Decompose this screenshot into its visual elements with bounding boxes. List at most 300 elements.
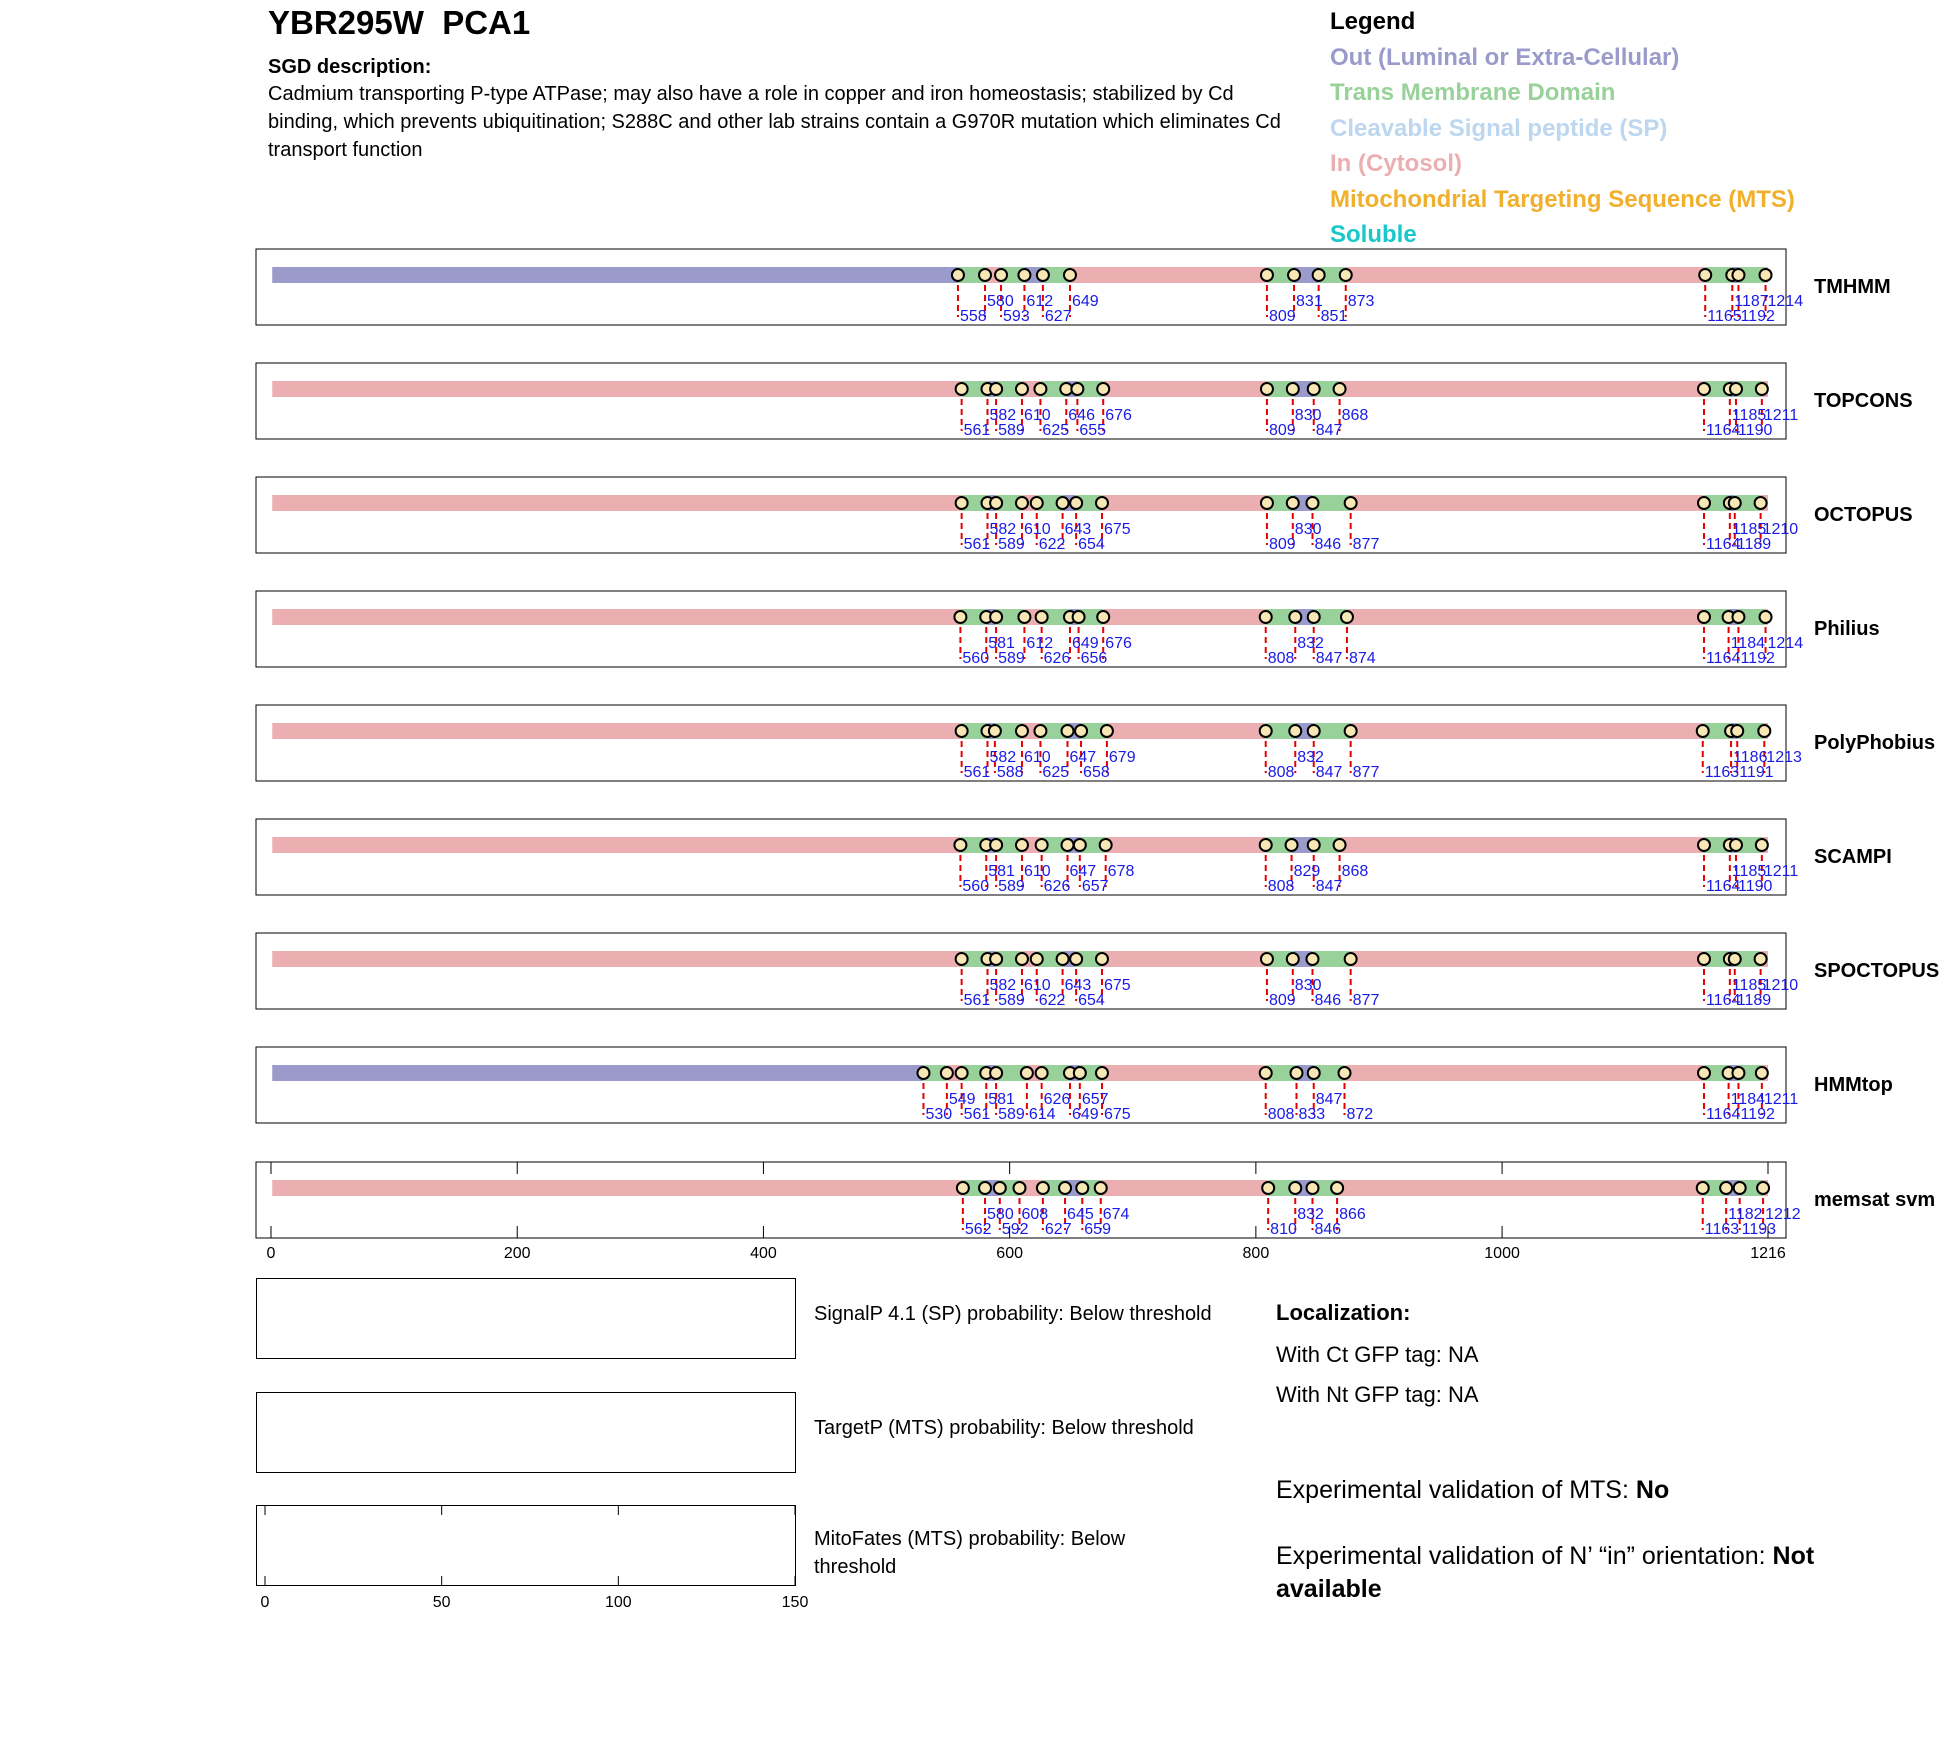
philius-upper-label: 676 — [1105, 635, 1132, 652]
tmhmm-boundary-marker — [1699, 269, 1711, 281]
memsat-svm-segment-in — [1337, 1180, 1703, 1196]
mts-validation-label: Experimental validation of MTS: — [1276, 1476, 1636, 1504]
memsat-svm-boundary-marker — [1757, 1182, 1769, 1194]
memsat-svm-lower-label: 1193 — [1741, 1221, 1777, 1238]
memsat-svm-segment-in — [1101, 1180, 1268, 1196]
hmmtop-lower-label: 1192 — [1740, 1106, 1775, 1123]
philius-boundary-marker — [1018, 611, 1030, 623]
scampi-upper-label: 1211 — [1763, 863, 1799, 880]
spoctopus-boundary-marker — [1016, 953, 1028, 965]
topcons-boundary-marker — [1071, 383, 1083, 395]
hmmtop-upper-label: 581 — [988, 1091, 1015, 1108]
spoctopus-boundary-marker — [1261, 953, 1273, 965]
octopus-lower-label: 846 — [1314, 536, 1342, 553]
topcons-upper-label: 610 — [1023, 407, 1051, 424]
topcons-upper-label: 646 — [1068, 407, 1095, 424]
topcons-upper-label: 830 — [1294, 407, 1322, 424]
hmmtop-lower-label: 833 — [1298, 1106, 1326, 1123]
octopus-lower-label: 877 — [1352, 536, 1380, 553]
polyphobius-lower-label: 658 — [1083, 764, 1110, 781]
octopus-lower-label: 589 — [998, 536, 1025, 553]
topcons-boundary-marker — [1756, 383, 1768, 395]
octopus-segment-in — [272, 495, 961, 511]
philius-segment-in — [1347, 609, 1704, 625]
polyphobius-lower-label: 847 — [1315, 764, 1343, 781]
hmmtop-segment-out — [272, 1065, 923, 1081]
sgd-description: Cadmium transporting P-type ATPase; may also have a role in copper and iron homeostasis; stabilized by Cd binding, which prevents ubiquitination; S288C and other lab strains contain a G970R mutation which eliminates Cd transport function — [268, 83, 1281, 161]
octopus-upper-label: 1185 — [1731, 521, 1767, 538]
hmmtop-lower-label: 675 — [1103, 1106, 1131, 1123]
scampi-lower-label: 589 — [998, 878, 1025, 895]
hmmtop-segment-in — [1102, 1065, 1266, 1081]
ct-gfp-localization: With Ct GFP tag: NA — [1276, 1342, 1479, 1367]
memsat-svm-segment-in — [272, 1180, 963, 1196]
philius-boundary-marker — [1732, 611, 1744, 623]
octopus-segment-in — [1102, 495, 1267, 511]
spoctopus-segment-in — [1102, 951, 1267, 967]
polyphobius-upper-label: 582 — [989, 749, 1017, 766]
topcons-boundary-marker — [1034, 383, 1046, 395]
scampi-boundary-marker — [1308, 839, 1320, 851]
scampi-lower-label: 626 — [1043, 878, 1071, 895]
scampi-boundary-marker — [1100, 839, 1112, 851]
polyphobius-boundary-marker — [1075, 725, 1087, 737]
memsat-svm-upper-label: 608 — [1021, 1206, 1049, 1223]
octopus-boundary-marker — [1057, 497, 1069, 509]
hmmtop-upper-label: 549 — [948, 1091, 976, 1108]
philius-boundary-marker — [1036, 611, 1048, 623]
spoctopus-boundary-marker — [1698, 953, 1710, 965]
tmhmm-lower-label: 627 — [1044, 308, 1072, 325]
topcons-boundary-marker — [1730, 383, 1742, 395]
polyphobius-upper-label: 679 — [1108, 749, 1136, 766]
philius-boundary-marker — [1289, 611, 1301, 623]
topcons-lower-label: 561 — [963, 422, 991, 439]
topcons-upper-label: 582 — [989, 407, 1017, 424]
hmmtop-segment-in — [1345, 1065, 1704, 1081]
hmmtop-upper-label: 847 — [1315, 1091, 1343, 1108]
topcons-lower-label: 847 — [1315, 422, 1343, 439]
tmhmm-lower-label: 809 — [1268, 308, 1296, 325]
spoctopus-boundary-marker — [1345, 953, 1357, 965]
topcons-boundary-marker — [1334, 383, 1346, 395]
spoctopus-lower-label: 622 — [1038, 992, 1066, 1009]
spoctopus-lower-label: 1164 — [1705, 992, 1741, 1009]
hmmtop-lower-label: 530 — [925, 1106, 953, 1123]
tmhmm-upper-label: 873 — [1347, 293, 1375, 310]
topcons-upper-label: 1211 — [1763, 407, 1799, 424]
mts-validation-value: No — [1635, 1476, 1670, 1504]
legend-item-sp: Cleavable Signal peptide (SP) — [1330, 114, 1668, 142]
memsat-svm-lower-label: 562 — [964, 1221, 992, 1238]
spoctopus-lower-label: 1189 — [1736, 992, 1772, 1009]
scampi-upper-label: 647 — [1069, 863, 1097, 880]
hmmtop-lower-label: 808 — [1267, 1106, 1295, 1123]
scampi-segment-in — [1106, 837, 1266, 853]
tmhmm-upper-label: 1187 — [1734, 293, 1769, 310]
scampi-segment-in — [272, 837, 960, 853]
topcons-boundary-marker — [956, 383, 968, 395]
philius-upper-label: 832 — [1297, 635, 1324, 652]
x-tick-label: 200 — [503, 1245, 531, 1262]
tmhmm-boundary-marker — [1340, 269, 1352, 281]
memsat-svm-lower-label: 1163 — [1704, 1221, 1740, 1238]
memsat-svm-boundary-marker — [1697, 1182, 1709, 1194]
memsat-svm-boundary-marker — [1289, 1182, 1301, 1194]
hmmtop-boundary-marker — [917, 1067, 929, 1079]
philius-segment-in — [1103, 609, 1266, 625]
hmmtop-lower-label: 614 — [1028, 1106, 1056, 1123]
memsat-svm-upper-label: 1212 — [1765, 1206, 1801, 1223]
scampi-boundary-marker — [1756, 839, 1768, 851]
spoctopus-lower-label: 877 — [1352, 992, 1380, 1009]
prob-tick-label: 50 — [432, 1594, 451, 1611]
spoctopus-boundary-marker — [1057, 953, 1069, 965]
hmmtop-upper-label: 626 — [1043, 1091, 1071, 1108]
hmmtop-boundary-marker — [1036, 1067, 1048, 1079]
philius-lower-label: 589 — [998, 650, 1025, 667]
legend-item-tm: Trans Membrane Domain — [1330, 79, 1616, 106]
memsat-svm-track-name: memsat svm — [1814, 1189, 1936, 1211]
memsat-svm-upper-label: 832 — [1297, 1206, 1324, 1223]
polyphobius-lower-label: 588 — [996, 764, 1024, 781]
octopus-boundary-marker — [1729, 497, 1741, 509]
philius-upper-label: 649 — [1071, 635, 1099, 652]
polyphobius-boundary-marker — [1697, 725, 1709, 737]
spoctopus-boundary-marker — [1729, 953, 1741, 965]
x-tick-label: 800 — [1242, 1245, 1270, 1262]
scampi-boundary-marker — [1286, 839, 1298, 851]
sgd-heading: SGD description: — [268, 56, 432, 78]
tmhmm-boundary-marker — [979, 269, 991, 281]
polyphobius-track-name: PolyPhobius — [1814, 732, 1936, 754]
legend-item-out: Out (Luminal or Extra-Cellular) — [1330, 43, 1680, 71]
tmhmm-track-name: TMHMM — [1814, 276, 1891, 298]
tmhmm-boundary-marker — [1018, 269, 1030, 281]
polyphobius-boundary-marker — [1345, 725, 1357, 737]
polyphobius-segment-in — [1351, 723, 1703, 739]
legend-item-soluble: Soluble — [1330, 221, 1417, 248]
hmmtop-lower-label: 561 — [963, 1106, 991, 1123]
hmmtop-upper-label: 1211 — [1763, 1091, 1799, 1108]
hmmtop-boundary-marker — [1308, 1067, 1320, 1079]
octopus-boundary-marker — [1306, 497, 1318, 509]
scampi-boundary-marker — [1074, 839, 1086, 851]
polyphobius-upper-label: 1213 — [1766, 749, 1802, 766]
hmmtop-lower-label: 589 — [998, 1106, 1025, 1123]
memsat-svm-boundary-marker — [1059, 1182, 1071, 1194]
spoctopus-upper-label: 582 — [989, 977, 1017, 994]
topcons-boundary-marker — [1261, 383, 1273, 395]
hmmtop-boundary-marker — [1339, 1067, 1351, 1079]
octopus-lower-label: 1164 — [1705, 536, 1741, 553]
scampi-lower-label: 1164 — [1705, 878, 1741, 895]
scampi-track-name: SCAMPI — [1814, 846, 1892, 868]
tmhmm-boundary-marker — [995, 269, 1007, 281]
philius-boundary-marker — [1260, 611, 1272, 623]
memsat-svm-boundary-marker — [1076, 1182, 1088, 1194]
spoctopus-lower-label: 561 — [963, 992, 991, 1009]
spoctopus-track-name: SPOCTOPUS — [1814, 960, 1940, 982]
philius-lower-label: 656 — [1080, 650, 1108, 667]
hmmtop-lower-label: 649 — [1071, 1106, 1099, 1123]
philius-boundary-marker — [1308, 611, 1320, 623]
x-tick-label: 1216 — [1750, 1245, 1786, 1262]
polyphobius-upper-label: 610 — [1023, 749, 1051, 766]
spoctopus-upper-label: 1185 — [1731, 977, 1767, 994]
spoctopus-upper-label: 675 — [1103, 977, 1131, 994]
spoctopus-segment-in — [272, 951, 961, 967]
legend-item-in: In (Cytosol) — [1330, 150, 1462, 177]
tmhmm-boundary-marker — [1760, 269, 1772, 281]
legend-title: Legend — [1330, 8, 1416, 35]
spoctopus-upper-label: 1210 — [1762, 977, 1799, 994]
scampi-boundary-marker — [1698, 839, 1710, 851]
scampi-boundary-marker — [954, 839, 966, 851]
octopus-upper-label: 582 — [989, 521, 1017, 538]
hmmtop-boundary-marker — [1756, 1067, 1768, 1079]
polyphobius-upper-label: 1186 — [1733, 749, 1768, 766]
memsat-svm-boundary-marker — [1331, 1182, 1343, 1194]
x-tick-label: 400 — [750, 1245, 777, 1262]
hmmtop-boundary-marker — [990, 1067, 1002, 1079]
octopus-boundary-marker — [1070, 497, 1082, 509]
philius-lower-label: 626 — [1043, 650, 1071, 667]
octopus-upper-label: 610 — [1023, 521, 1051, 538]
gene-title: YBR295W PCA1 — [268, 4, 531, 41]
philius-lower-label: 1192 — [1740, 650, 1775, 667]
octopus-upper-label: 830 — [1294, 521, 1322, 538]
memsat-svm-upper-label: 580 — [987, 1206, 1014, 1223]
octopus-lower-label: 809 — [1268, 536, 1296, 553]
polyphobius-lower-label: 1163 — [1704, 764, 1740, 781]
spoctopus-boundary-marker — [1070, 953, 1082, 965]
philius-boundary-marker — [1073, 611, 1085, 623]
scampi-upper-label: 678 — [1107, 863, 1135, 880]
scampi-boundary-marker — [1730, 839, 1742, 851]
memsat-svm-boundary-marker — [1095, 1182, 1107, 1194]
polyphobius-boundary-marker — [1101, 725, 1113, 737]
x-tick-label: 1000 — [1484, 1245, 1520, 1262]
tmhmm-boundary-marker — [1261, 269, 1273, 281]
polyphobius-segment-in — [1107, 723, 1266, 739]
octopus-lower-label: 1189 — [1736, 536, 1772, 553]
spoctopus-boundary-marker — [1306, 953, 1318, 965]
scampi-segment-in — [1340, 837, 1704, 853]
hmmtop-boundary-marker — [1074, 1067, 1086, 1079]
spoctopus-lower-label: 589 — [998, 992, 1025, 1009]
spoctopus-boundary-marker — [1755, 953, 1767, 965]
scampi-upper-label: 829 — [1293, 863, 1321, 880]
topcons-boundary-marker — [1287, 383, 1299, 395]
philius-track-name: Philius — [1814, 618, 1880, 640]
spoctopus-boundary-marker — [990, 953, 1002, 965]
memsat-svm-lower-label: 627 — [1044, 1221, 1072, 1238]
targetp-plot-box — [256, 1392, 796, 1473]
octopus-upper-label: 675 — [1103, 521, 1131, 538]
hmmtop-boundary-marker — [1096, 1067, 1108, 1079]
spoctopus-boundary-marker — [1031, 953, 1043, 965]
localization-heading: Localization: — [1276, 1300, 1411, 1325]
memsat-svm-boundary-marker — [1306, 1182, 1318, 1194]
tmhmm-lower-label: 1165 — [1707, 308, 1742, 325]
hmmtop-track-name: HMMtop — [1814, 1074, 1893, 1096]
prob-tick-label: 0 — [260, 1594, 270, 1611]
hmmtop-boundary-marker — [1290, 1067, 1302, 1079]
tmhmm-boundary-marker — [1037, 269, 1049, 281]
memsat-svm-boundary-marker — [1037, 1182, 1049, 1194]
tmhmm-upper-label: 580 — [987, 293, 1014, 310]
memsat-svm-boundary-marker — [994, 1182, 1006, 1194]
octopus-boundary-marker — [1096, 497, 1108, 509]
tmhmm-lower-label: 1192 — [1740, 308, 1775, 325]
memsat-svm-boundary-marker — [1734, 1182, 1746, 1194]
signalp-label: SignalP 4.1 (SP) probability: Below threshold — [814, 1303, 1212, 1325]
polyphobius-boundary-marker — [989, 725, 1001, 737]
topcons-lower-label: 625 — [1042, 422, 1070, 439]
scampi-lower-label: 1190 — [1737, 878, 1773, 895]
scampi-upper-label: 581 — [988, 863, 1015, 880]
octopus-boundary-marker — [1016, 497, 1028, 509]
polyphobius-boundary-marker — [1731, 725, 1743, 737]
topcons-segment-in — [1340, 381, 1704, 397]
spoctopus-boundary-marker — [956, 953, 968, 965]
polyphobius-upper-label: 832 — [1297, 749, 1324, 766]
polyphobius-lower-label: 561 — [963, 764, 991, 781]
tmhmm-lower-label: 593 — [1003, 308, 1030, 325]
x-tick-label: 600 — [996, 1245, 1024, 1262]
hmmtop-boundary-marker — [1260, 1067, 1272, 1079]
octopus-boundary-marker — [956, 497, 968, 509]
targetp-label: TargetP (MTS) probability: Below threshold — [814, 1417, 1194, 1439]
philius-boundary-marker — [1760, 611, 1772, 623]
x-tick-label: 0 — [266, 1245, 276, 1262]
topcons-upper-label: 676 — [1105, 407, 1132, 424]
tmhmm-boundary-marker — [1313, 269, 1325, 281]
philius-boundary-marker — [1341, 611, 1353, 623]
scampi-boundary-marker — [1036, 839, 1048, 851]
spoctopus-boundary-marker — [1287, 953, 1299, 965]
memsat-svm-upper-label: 1182 — [1728, 1206, 1763, 1223]
octopus-upper-label: 1210 — [1762, 521, 1799, 538]
spoctopus-boundary-marker — [1096, 953, 1108, 965]
spoctopus-segment-in — [1351, 951, 1704, 967]
hmmtop-lower-label: 1164 — [1705, 1106, 1741, 1123]
scampi-upper-label: 868 — [1341, 863, 1369, 880]
octopus-lower-label: 622 — [1038, 536, 1066, 553]
hmmtop-upper-label: 657 — [1081, 1091, 1109, 1108]
scampi-lower-label: 657 — [1081, 878, 1109, 895]
octopus-lower-label: 654 — [1078, 536, 1105, 553]
tmhmm-boundary-marker — [952, 269, 964, 281]
spoctopus-upper-label: 610 — [1023, 977, 1051, 994]
legend-item-mts: Mitochondrial Targeting Sequence (MTS) — [1330, 185, 1795, 213]
topcons-boundary-marker — [1698, 383, 1710, 395]
tmhmm-boundary-marker — [1288, 269, 1300, 281]
octopus-boundary-marker — [1698, 497, 1710, 509]
philius-upper-label: 612 — [1026, 635, 1054, 652]
topcons-boundary-marker — [1308, 383, 1320, 395]
hmmtop-boundary-marker — [941, 1067, 953, 1079]
philius-upper-label: 1214 — [1767, 635, 1804, 652]
memsat-svm-upper-label: 645 — [1067, 1206, 1094, 1223]
octopus-boundary-marker — [1287, 497, 1299, 509]
polyphobius-segment-in — [272, 723, 961, 739]
nt-gfp-localization: With Nt GFP tag: NA — [1276, 1382, 1479, 1407]
topcons-lower-label: 655 — [1079, 422, 1107, 439]
prob-tick-label: 150 — [781, 1594, 809, 1611]
hmmtop-upper-label: 1184 — [1730, 1091, 1766, 1108]
octopus-upper-label: 643 — [1064, 521, 1092, 538]
spoctopus-lower-label: 654 — [1078, 992, 1105, 1009]
tmhmm-lower-label: 558 — [959, 308, 987, 325]
memsat-svm-boundary-marker — [1720, 1182, 1732, 1194]
topcons-boundary-marker — [1097, 383, 1109, 395]
scampi-boundary-marker — [1334, 839, 1346, 851]
memsat-svm-boundary-marker — [957, 1182, 969, 1194]
memsat-svm-lower-label: 592 — [1001, 1221, 1029, 1238]
topcons-upper-label: 868 — [1341, 407, 1369, 424]
orientation-validation — [1276, 1540, 1876, 1606]
spoctopus-upper-label: 643 — [1064, 977, 1092, 994]
memsat-svm-boundary-marker — [979, 1182, 991, 1194]
scampi-boundary-marker — [1260, 839, 1272, 851]
scampi-upper-label: 610 — [1023, 863, 1051, 880]
octopus-boundary-marker — [1755, 497, 1767, 509]
scampi-lower-label: 560 — [962, 878, 990, 895]
polyphobius-lower-label: 877 — [1352, 764, 1380, 781]
signalp-plot-box — [256, 1278, 796, 1359]
polyphobius-boundary-marker — [1016, 725, 1028, 737]
topcons-segment-in — [1103, 381, 1267, 397]
mitofates-plot-box — [256, 1505, 796, 1586]
octopus-track-name: OCTOPUS — [1814, 504, 1913, 526]
philius-lower-label: 1164 — [1705, 650, 1741, 667]
tmhmm-segment-in — [1070, 267, 1267, 283]
memsat-svm-upper-label: 674 — [1102, 1206, 1130, 1223]
octopus-lower-label: 561 — [963, 536, 991, 553]
orientation-validation-value: Not available — [1276, 1542, 1815, 1603]
philius-upper-label: 581 — [988, 635, 1015, 652]
tmhmm-boundary-marker — [1064, 269, 1076, 281]
mitofates-label: MitoFates (MTS) probability: Below threshold — [814, 1528, 1126, 1578]
tmhmm-boundary-marker — [1732, 269, 1744, 281]
tmhmm-lower-label: 851 — [1320, 308, 1348, 325]
memsat-svm-lower-label: 846 — [1314, 1221, 1342, 1238]
octopus-boundary-marker — [990, 497, 1002, 509]
hmmtop-boundary-marker — [1732, 1067, 1744, 1079]
octopus-segment-in — [1351, 495, 1704, 511]
topcons-lower-label: 1164 — [1705, 422, 1741, 439]
memsat-svm-lower-label: 659 — [1084, 1221, 1111, 1238]
topcons-boundary-marker — [1016, 383, 1028, 395]
polyphobius-boundary-marker — [1758, 725, 1770, 737]
tmhmm-segment-in — [1346, 267, 1705, 283]
octopus-boundary-marker — [1031, 497, 1043, 509]
orientation-validation-label: Experimental validation of N’ “in” orientation: — [1276, 1542, 1773, 1570]
scampi-boundary-marker — [990, 839, 1002, 851]
topcons-segment-in — [272, 381, 961, 397]
polyphobius-boundary-marker — [1260, 725, 1272, 737]
hmmtop-lower-label: 872 — [1346, 1106, 1374, 1123]
philius-segment-in — [272, 609, 960, 625]
polyphobius-boundary-marker — [1034, 725, 1046, 737]
tmhmm-upper-label: 649 — [1071, 293, 1099, 310]
scampi-lower-label: 847 — [1315, 878, 1343, 895]
octopus-boundary-marker — [1345, 497, 1357, 509]
scampi-lower-label: 808 — [1267, 878, 1295, 895]
philius-lower-label: 808 — [1267, 650, 1295, 667]
